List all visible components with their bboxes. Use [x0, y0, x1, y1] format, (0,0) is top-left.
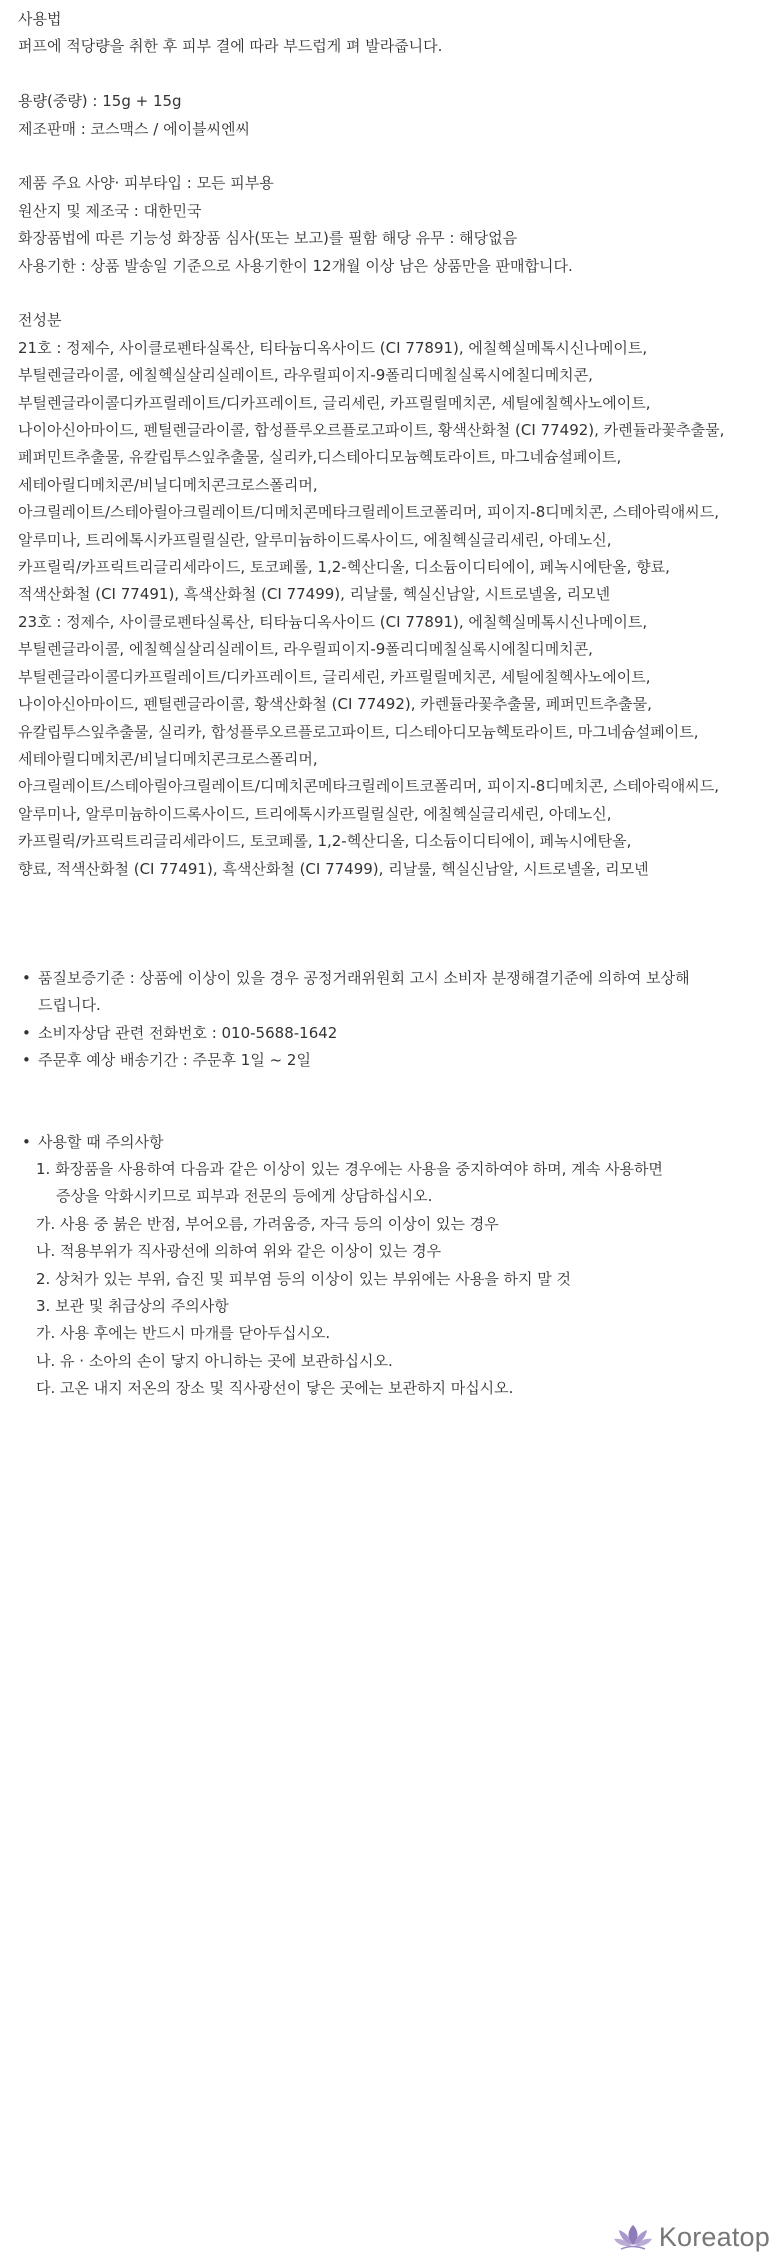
ingredients-line: 부틸렌글라이콜, 에칠헥실살리실레이트, 라우릴피이지-9폴리디메칠실록시에칠디메치콘,: [18, 366, 593, 385]
usage-text: 퍼프에 적당량을 취한 후 피부 결에 따라 부드럽게 펴 발라줍니다.: [18, 37, 443, 56]
ingredients-line: 알루미나, 알루미늄하이드록사이드, 트리에톡시카프릴릴실란, 에칠헥실글리세린, 아데노신,: [18, 804, 612, 823]
volume-text: 용량(중량) : 15g + 15g: [18, 92, 182, 111]
ingredients-line: 페퍼민트추출물, 유칼립투스잎추출물, 실리카,디스테아디모늄헥토라이트, 마그네슘설페이트,: [18, 448, 622, 467]
ingredients-line: 적색산화철 (CI 77491), 흑색산화철 (CI 77499), 리날룰, 헥실신남알, 시트로넬올, 리모넨: [18, 585, 611, 604]
caution-line: 나. 유 · 소아의 손이 닿지 아니하는 곳에 보관하십시오.: [36, 1351, 393, 1370]
ingredients-line: 나이아신아마이드, 펜틸렌글라이콜, 황색산화철 (CI 77492), 카렌듈라꽃추출물, 페퍼민트추출물,: [18, 695, 652, 714]
policy-quality-line: 드립니다.: [38, 996, 101, 1015]
ingredients-line: 아크릴레이트/스테아릴아크릴레이트/디메치콘메타크릴레이트코폴리머, 피이지-8디메치콘, 스테아릭애씨드,: [18, 503, 719, 522]
detail-expiry: 사용기한 : 상품 발송일 기준으로 사용기한이 12개월 이상 남은 상품만을 판매합니다.: [18, 256, 573, 275]
ingredients-line: 유칼립투스잎추출물, 실리카, 합성플루오르플로고파이트, 디스테아디모늄헥토라이트, 마그네슘설페이트,: [18, 722, 699, 741]
policy-quality-line: • 품질보증기준 : 상품에 이상이 있을 경우 공정거래위원회 고시 소비자 분쟁해결기준에 의하여 보상해: [38, 968, 690, 987]
ingredients-title: 전성분: [18, 311, 62, 330]
ingredients-line: 아크릴레이트/스테아릴아크릴레이트/디메치콘메타크릴레이트코폴리머, 피이지-8디메치콘, 스테아릭애씨드,: [18, 777, 719, 796]
ingredients-line: 세테아릴디메치콘/비닐디메치콘크로스폴리머,: [18, 749, 318, 768]
ingredients-line: 카프릴릭/카프릭트리글리세라이드, 토코페롤, 1,2-헥산디올, 디소듐이디티에이, 페녹시에탄올,: [18, 832, 632, 851]
caution-line: 2. 상처가 있는 부위, 습진 및 피부염 등의 이상이 있는 부위에는 사용을 하지 말 것: [36, 1269, 572, 1288]
ingredients-line: 부틸렌글라이콜, 에칠헥실살리실레이트, 라우릴피이지-9폴리디메칠실록시에칠디메치콘,: [18, 640, 593, 659]
ingredients-line: 카프릴릭/카프릭트리글리세라이드, 토코페롤, 1,2-헥산디올, 디소듐이디티에이, 페녹시에탄올, 향료,: [18, 558, 670, 577]
caution-section: [18, 1129, 768, 1156]
brand-logo: [613, 2222, 770, 2253]
ingredients-line: 부틸렌글라이콜디카프릴레이트/디카프레이트, 글리세린, 카프릴릴메치콘, 세틸에칠헥사노에이트,: [18, 667, 651, 686]
ingredients-line: 21호 : 정제수, 사이클로펜타실록산, 티타늄디옥사이드 (CI 77891), 에칠헥실메톡시신나메이트,: [18, 338, 648, 357]
caution-line: 가. 사용 후에는 반드시 마개를 닫아두십시오.: [36, 1324, 331, 1343]
caution-line: 가. 사용 중 붉은 반점, 부어오름, 가려움증, 자극 등의 이상이 있는 경우: [36, 1214, 499, 1233]
policy-quality: [18, 965, 768, 1020]
policy-phone: [18, 1020, 768, 1047]
ingredients-line: 23호 : 정제수, 사이클로펜타실록산, 티타늄디옥사이드 (CI 77891), 에칠헥실메톡시신나메이트,: [18, 612, 648, 631]
caution-title-item: [18, 1129, 768, 1156]
ingredients-line: 세테아릴디메치콘/비닐디메치콘크로스폴리머,: [18, 475, 318, 494]
brand-name: Koreatop: [658, 2222, 770, 2252]
caution-line: 나. 적용부위가 직사광선에 의하여 위와 같은 이상이 있는 경우: [36, 1242, 442, 1261]
detail-functional: 화장품법에 따른 기능성 화장품 심사(또는 보고)를 필함 해당 유무 : 해당없음: [18, 229, 518, 248]
caution-line: 증상을 악화시키므로 피부과 전문의 등에게 상담하십시오.: [56, 1187, 433, 1206]
maker-text: 제조판매 : 코스맥스 / 에이블씨엔씨: [18, 119, 251, 138]
lotus-icon: [613, 2223, 653, 2253]
caution-line: 다. 고온 내지 저온의 장소 및 직사광선이 닿은 곳에는 보관하지 마십시오.: [36, 1379, 514, 1398]
detail-skin-type: 제품 주요 사양· 피부타입 : 모든 피부용: [18, 174, 274, 193]
caution-title: • 사용할 때 주의사항: [38, 1132, 164, 1151]
product-info: [18, 6, 768, 1403]
policy-list: [18, 965, 768, 1075]
caution-line: 1. 화장품을 사용하여 다음과 같은 이상이 있는 경우에는 사용을 중지하여야 하며, 계속 사용하면: [36, 1159, 663, 1178]
ingredients-list: [18, 335, 768, 883]
caution-line: 3. 보관 및 취급상의 주의사항: [36, 1297, 229, 1316]
detail-origin: 원산지 및 제조국 : 대한민국: [18, 201, 202, 220]
usage-title: 사용법: [18, 10, 62, 28]
ingredients-line: 나이아신아마이드, 펜틸렌글라이콜, 합성플루오르플로고파이트, 황색산화철 (CI 77492), 카렌듈라꽃추출물,: [18, 421, 725, 440]
caution-list: [18, 1156, 768, 1403]
policy-delivery: [18, 1047, 768, 1074]
policy-delivery-text: • 주문후 예상 배송기간 : 주문후 1일 ~ 2일: [38, 1051, 311, 1070]
ingredients-line: 알루미나, 트리에톡시카프릴릴실란, 알루미늄하이드록사이드, 에칠헥실글리세린, 아데노신,: [18, 530, 612, 549]
ingredients-line: 향료, 적색산화철 (CI 77491), 흑색산화철 (CI 77499), 리날룰, 헥실신남알, 시트로넬올, 리모넨: [18, 859, 649, 878]
policy-phone-text: • 소비자상담 관련 전화번호 : 010-5688-1642: [38, 1023, 338, 1042]
ingredients-line: 부틸렌글라이콜디카프릴레이트/디카프레이트, 글리세린, 카프릴릴메치콘, 세틸에칠헥사노에이트,: [18, 393, 651, 412]
